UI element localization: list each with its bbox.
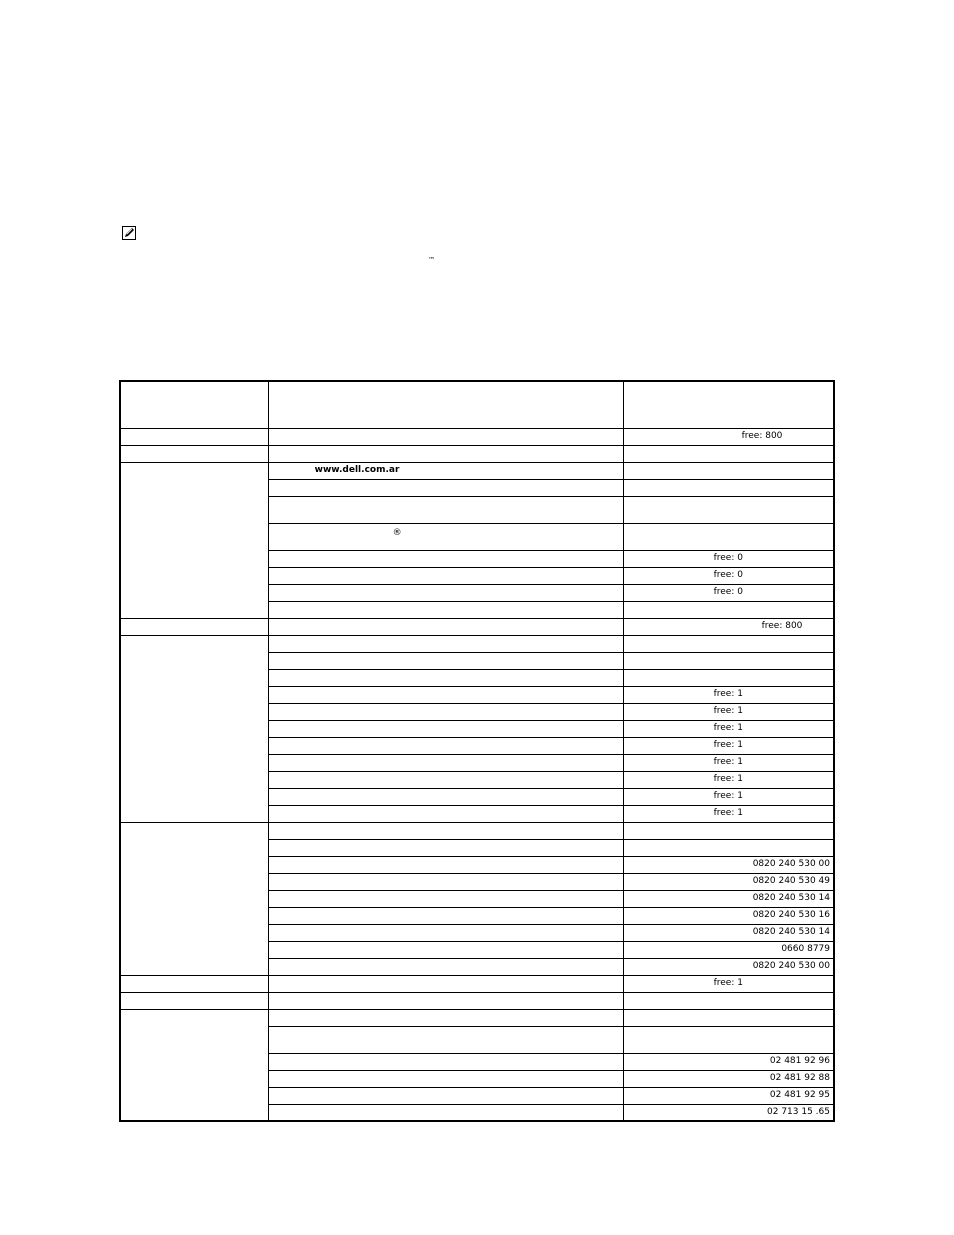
- number-cell: 02 481 92 95: [623, 1087, 834, 1104]
- service-cell: [268, 1026, 623, 1053]
- table-row: [120, 822, 834, 839]
- number-cell: [623, 523, 834, 550]
- service-cell: [268, 720, 623, 737]
- service-cell: [268, 975, 623, 992]
- service-cell: [268, 445, 623, 462]
- table-header-row: [120, 381, 834, 428]
- trademark-symbol: ™: [428, 256, 435, 264]
- service-cell: [268, 703, 623, 720]
- service-cell: [268, 805, 623, 822]
- service-cell: [268, 1053, 623, 1070]
- number-cell: free: 1: [623, 754, 834, 771]
- service-cell: [268, 856, 623, 873]
- number-cell: [623, 1009, 834, 1026]
- service-cell: [268, 924, 623, 941]
- country-cell: [120, 462, 268, 618]
- service-cell: [268, 550, 623, 567]
- country-cell: [120, 975, 268, 992]
- service-cell: [268, 788, 623, 805]
- number-cell: [623, 652, 834, 669]
- number-cell: free: 1: [623, 805, 834, 822]
- number-cell: 02 713 15 .65: [623, 1104, 834, 1121]
- service-cell: [268, 771, 623, 788]
- service-cell: [268, 686, 623, 703]
- number-cell: [623, 479, 834, 496]
- website-link[interactable]: www.dell.com.ar: [268, 462, 623, 479]
- service-cell: [268, 754, 623, 771]
- number-cell: [623, 822, 834, 839]
- service-cell: [268, 618, 623, 635]
- header-cell-country: [120, 381, 268, 428]
- number-cell: 0660 8779: [623, 941, 834, 958]
- number-cell: 0820 240 530 49: [623, 873, 834, 890]
- service-cell: [268, 890, 623, 907]
- number-cell: free: 1: [623, 703, 834, 720]
- country-cell: [120, 445, 268, 462]
- country-cell: [120, 822, 268, 975]
- service-cell: [268, 737, 623, 754]
- table-row: [120, 975, 834, 992]
- country-cell: [120, 618, 268, 635]
- service-cell: [268, 567, 623, 584]
- number-cell: 02 481 92 96: [623, 1053, 834, 1070]
- country-cell: [120, 635, 268, 822]
- service-cell: [268, 1104, 623, 1121]
- number-cell: [623, 601, 834, 618]
- header-cell-number: [623, 381, 834, 428]
- number-cell: free: 1: [623, 720, 834, 737]
- service-cell: [268, 496, 623, 523]
- number-cell: 0820 240 530 16: [623, 907, 834, 924]
- country-cell: [120, 992, 268, 1009]
- service-cell: [268, 992, 623, 1009]
- number-cell: free: 1: [623, 686, 834, 703]
- number-cell: [623, 1026, 834, 1053]
- service-cell: [268, 428, 623, 445]
- table-row: [120, 445, 834, 462]
- service-cell: [268, 601, 623, 618]
- service-cell: [268, 1070, 623, 1087]
- service-cell: [268, 479, 623, 496]
- number-cell: [623, 669, 834, 686]
- country-cell: [120, 1009, 268, 1121]
- number-cell: free: 800: [623, 618, 834, 635]
- number-cell: 0820 240 530 14: [623, 890, 834, 907]
- number-cell: [623, 462, 834, 479]
- service-cell: [268, 1009, 623, 1026]
- number-cell: free: 1: [623, 975, 834, 992]
- number-cell: [623, 992, 834, 1009]
- service-cell: [268, 941, 623, 958]
- number-cell: free: 1: [623, 771, 834, 788]
- registered-symbol: ®: [268, 523, 623, 550]
- table-row: [120, 462, 834, 479]
- number-cell: [623, 445, 834, 462]
- table-row: [120, 428, 834, 445]
- support-contacts-table-frame: [119, 380, 835, 1140]
- table-row: [120, 1009, 834, 1026]
- service-cell: [268, 1087, 623, 1104]
- service-cell: [268, 822, 623, 839]
- number-cell: [623, 635, 834, 652]
- header-cell-service: [268, 381, 623, 428]
- number-cell: [623, 839, 834, 856]
- number-cell: free: 0: [623, 567, 834, 584]
- number-cell: 02 481 92 88: [623, 1070, 834, 1087]
- number-cell: free: 800: [623, 428, 834, 445]
- table-row: [120, 635, 834, 652]
- table-row: [120, 618, 834, 635]
- table-row: [120, 992, 834, 1009]
- pencil-note-icon: [122, 226, 136, 240]
- number-cell: 0820 240 530 00: [623, 856, 834, 873]
- country-cell: [120, 428, 268, 445]
- number-cell: free: 1: [623, 737, 834, 754]
- service-cell: [268, 669, 623, 686]
- service-cell: [268, 907, 623, 924]
- number-cell: 0820 240 530 14: [623, 924, 834, 941]
- service-cell: [268, 584, 623, 601]
- service-cell: [268, 635, 623, 652]
- service-cell: [268, 839, 623, 856]
- support-contacts-table: [119, 380, 835, 1122]
- number-cell: free: 0: [623, 584, 834, 601]
- number-cell: free: 0: [623, 550, 834, 567]
- number-cell: 0820 240 530 00: [623, 958, 834, 975]
- service-cell: [268, 873, 623, 890]
- number-cell: [623, 496, 834, 523]
- service-cell: [268, 652, 623, 669]
- number-cell: free: 1: [623, 788, 834, 805]
- service-cell: [268, 958, 623, 975]
